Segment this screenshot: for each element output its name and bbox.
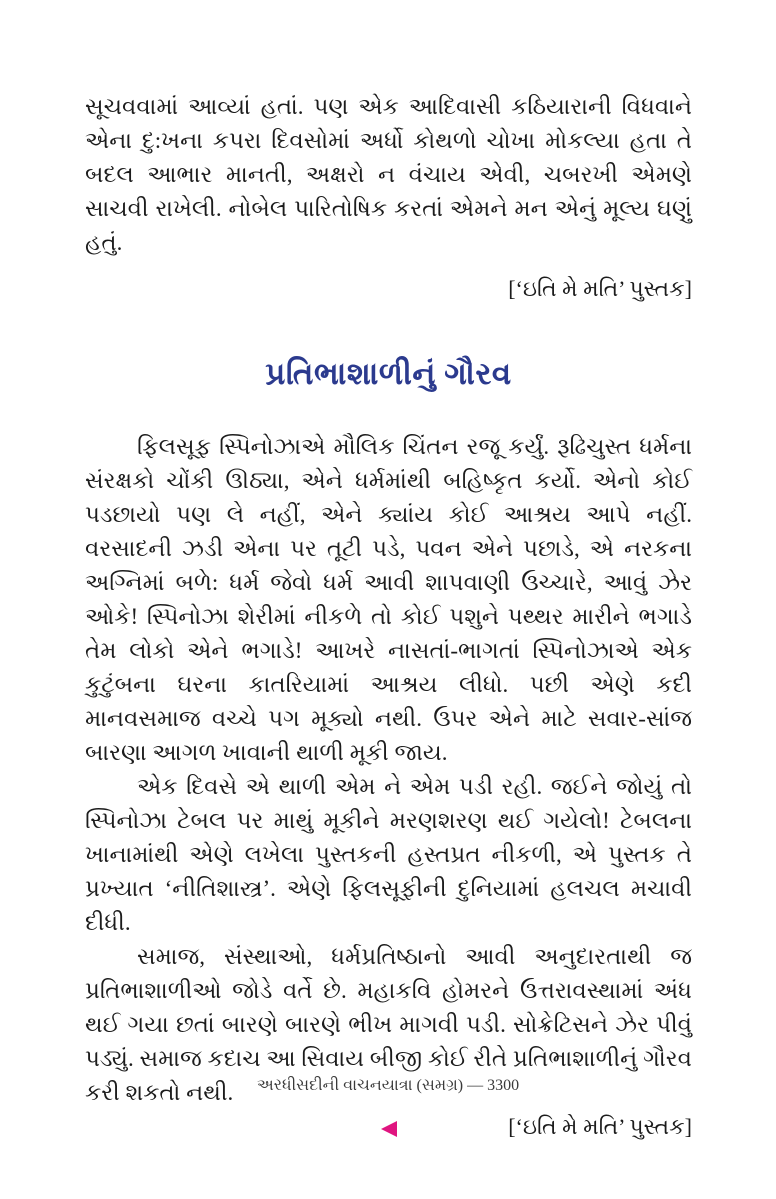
article-attribution: [‘ઇતિ મે મતિ’ પુસ્તક] — [508, 1114, 692, 1139]
article-paragraph-1: ફિલસૂફ સ્પિનોઝાએ મૌલિક ચિંતન રજૂ કર્યું. રૂઢિચુસ્ત ધર્મના સંરક્ષકો ચોંકી ઊઠ્યા, એને ધર્મમાંથી બહિષ્કૃત કર્યો. એનો કોઈ પડછાયો પણ લે નહીં, એને ક્યાંય કોઈ આશ્રય આપે નહીં. વરસાદની ઝડી એના પર તૂટી પડે, પવન એને પછાડે, એ નરકના અગ્નિમાં બળે: ધર્મ જેવો ધર્મ આવી શાપવાણી ઉચ્ચારે, આવું ઝેર ઓકે! સ્પિનોઝા શેરીમાં નીકળે તો કોઈ પશુને પથ્થર મારીને ભગાડે તેમ લોકો એને ભગાડે! આખરે નાસતાં-ભાગતાં સ્પિનોઝાએ એક કુટુંબના ઘરના કાતરિયામાં આશ્રય લીધો. પછી એણે કદી માનવસમાજ વચ્ચે પગ મૂક્યો નથી. ઉપર એને માટે સવાર-સાંજ બારણા આગળ ખાવાની થાળી મૂકી જાય. — [85, 434, 692, 765]
intro-paragraph: સૂચવવામાં આવ્યાં હતાં. પણ એક આદિવાસી કઠિયારાની વિધવાને એના દુ:ખના કપરા દિવસોમાં અર્ધો કોથળો ચોખા મોકલ્યા હતા તે બદલ આભાર માનતી, અક્ષરો ન વંચાય એવી, ચબરખી એમણે સાચવી રાખેલી. નોબેલ પારિતોષિક કરતાં એમને મન એનું મૂલ્ય ઘણું હતું. — [85, 94, 692, 255]
intro-attribution: [‘ઇતિ મે મતિ’ પુસ્તક] — [508, 276, 692, 301]
article-paragraph-3: સમાજ, સંસ્થાઓ, ધર્મપ્રતિષ્ઠાનો આવી અનુદારતાથી જ પ્રતિભાશાળીઓ જોડે વર્તે છે. મહાકવિ હોમરને ઉત્તરાવસ્થામાં અંધ થઈ ગયા છતાં બારણે બારણે ભીખ માગવી પડી. સોક્રેટિસને ઝેર પીવું પડ્યું. સમાજ કદાચ આ સિવાય બીજી કોઈ રીતે પ્રતિભાશાળીનું ગૌરવ કરી શકતો નથી. — [85, 944, 692, 1105]
footer-book-reference: અરધીસદીની વાચનયાત્રા (સમગ્ર) — 3300 — [256, 1077, 520, 1094]
article — [85, 352, 692, 1144]
prev-page-arrow-icon[interactable] — [381, 1121, 397, 1137]
article-paragraph-2: એક દિવસે એ થાળી એમ ને એમ પડી રહી. જઈને જોયું તો સ્પિનોઝા ટેબલ પર માથું મૂકીને મરણશરણ થઈ ગયેલો! ટેબલના ખાનામાંથી એણે લખેલા પુસ્તકની હસ્તપ્રત નીકળી, એ પુસ્તક તે પ્રખ્યાત ‘નીતિશાસ્ત્ર’. એણે ફિલસૂફીની દુનિયામાં હલચલ મચાવી દીધી. — [85, 774, 692, 935]
article-title: પ્રતિભાશાળીનું ગૌરવ — [265, 356, 512, 391]
